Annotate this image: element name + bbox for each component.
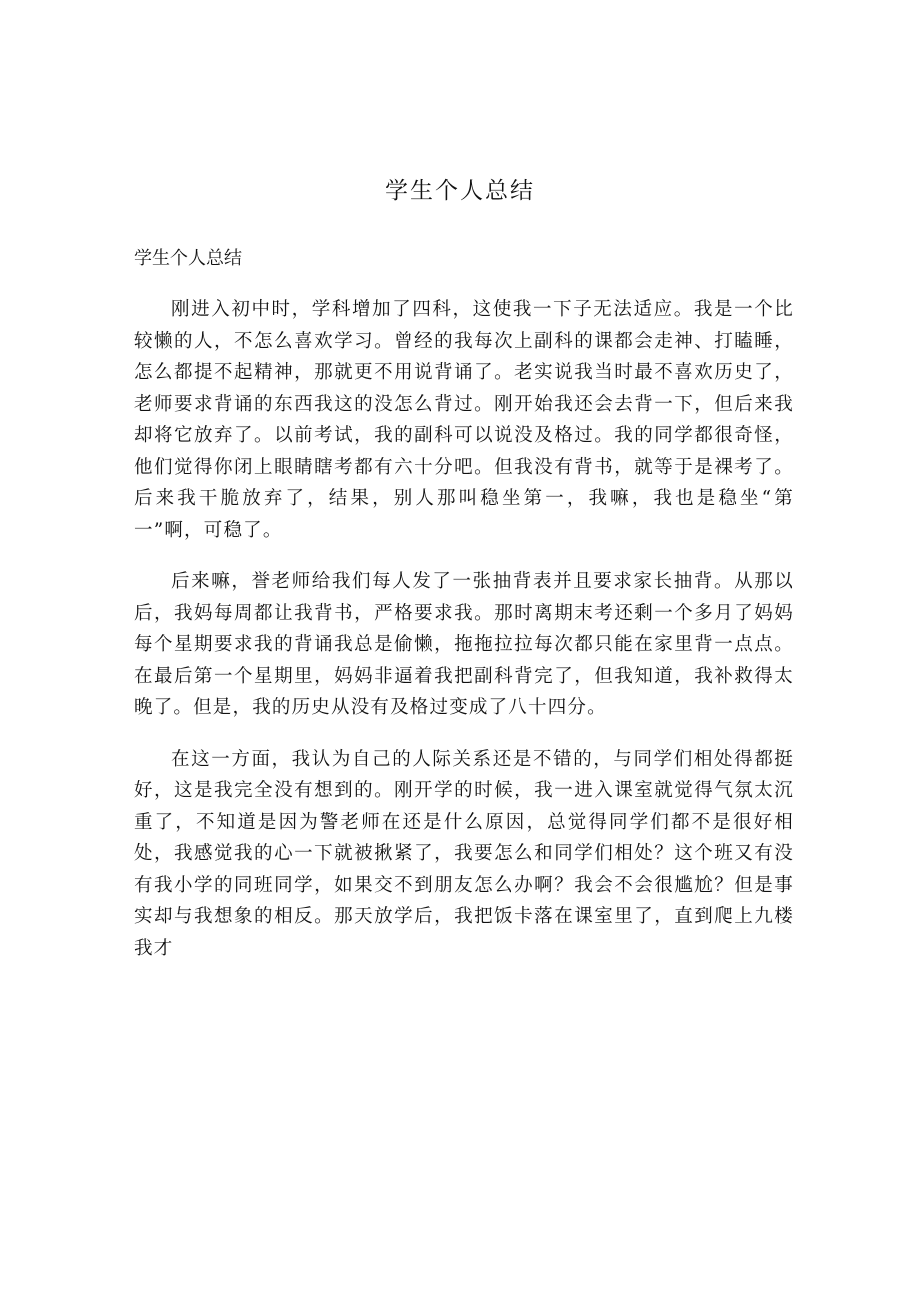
document-body	[134, 294, 794, 984]
section-heading: 学生个人总结	[134, 248, 242, 269]
paragraph-1: 刚进入初中时，学科增加了四科，这使我一下子无法适应。我是一个比较懒的人，不怎么喜欢学习。曾经的我每次上副科的课都会走神、打瞌睡，怎么都提不起精神，那就更不用说背诵了。老实说我当时最不喜欢历史了，老师要求背诵的东西我这的没怎么背过。刚开始我还会去背一下，但后来我却将它放弃了。以前考试，我的副科可以说没及格过。我的同学都很奇怪，他们觉得你闭上眼睛瞎考都有六十分吧。但我没有背书，就等于是裸考了。后来我干脆放弃了，结果，别人那叫稳坐第一，我嘛，我也是稳坐“第一”啊，可稳了。	[134, 299, 794, 541]
paragraph-3: 在这一方面，我认为自己的人际关系还是不错的，与同学们相处得都挺好，这是我完全没有想到的。刚开学的时候，我一进入课室就觉得气氛太沉重了，不知道是因为警老师在还是什么原因，总觉得同学们都不是很好相处，我感觉我的心一下就被揪紧了，我要怎么和同学们相处？这个班又有没有我小学的同班同学，如果交不到朋友怎么办啊？我会不会很尴尬？但是事实却与我想象的相反。那天放学后，我把饭卡落在课室里了，直到爬上九楼我才	[134, 748, 794, 959]
paragraph-2: 后来嘛，誉老师给我们每人发了一张抽背表并且要求家长抽背。从那以后，我妈每周都让我背书，严格要求我。那时离期末考还剩一个多月了妈妈每个星期要求我的背诵我总是偷懒，拖拖拉拉每次都只能在家里背一点点。在最后第一个星期里，妈妈非逼着我把副科背完了，但我知道，我补救得太晚了。但是，我的历史从没有及格过变成了八十四分。	[134, 571, 794, 718]
document-title: 学生个人总结	[385, 178, 535, 204]
